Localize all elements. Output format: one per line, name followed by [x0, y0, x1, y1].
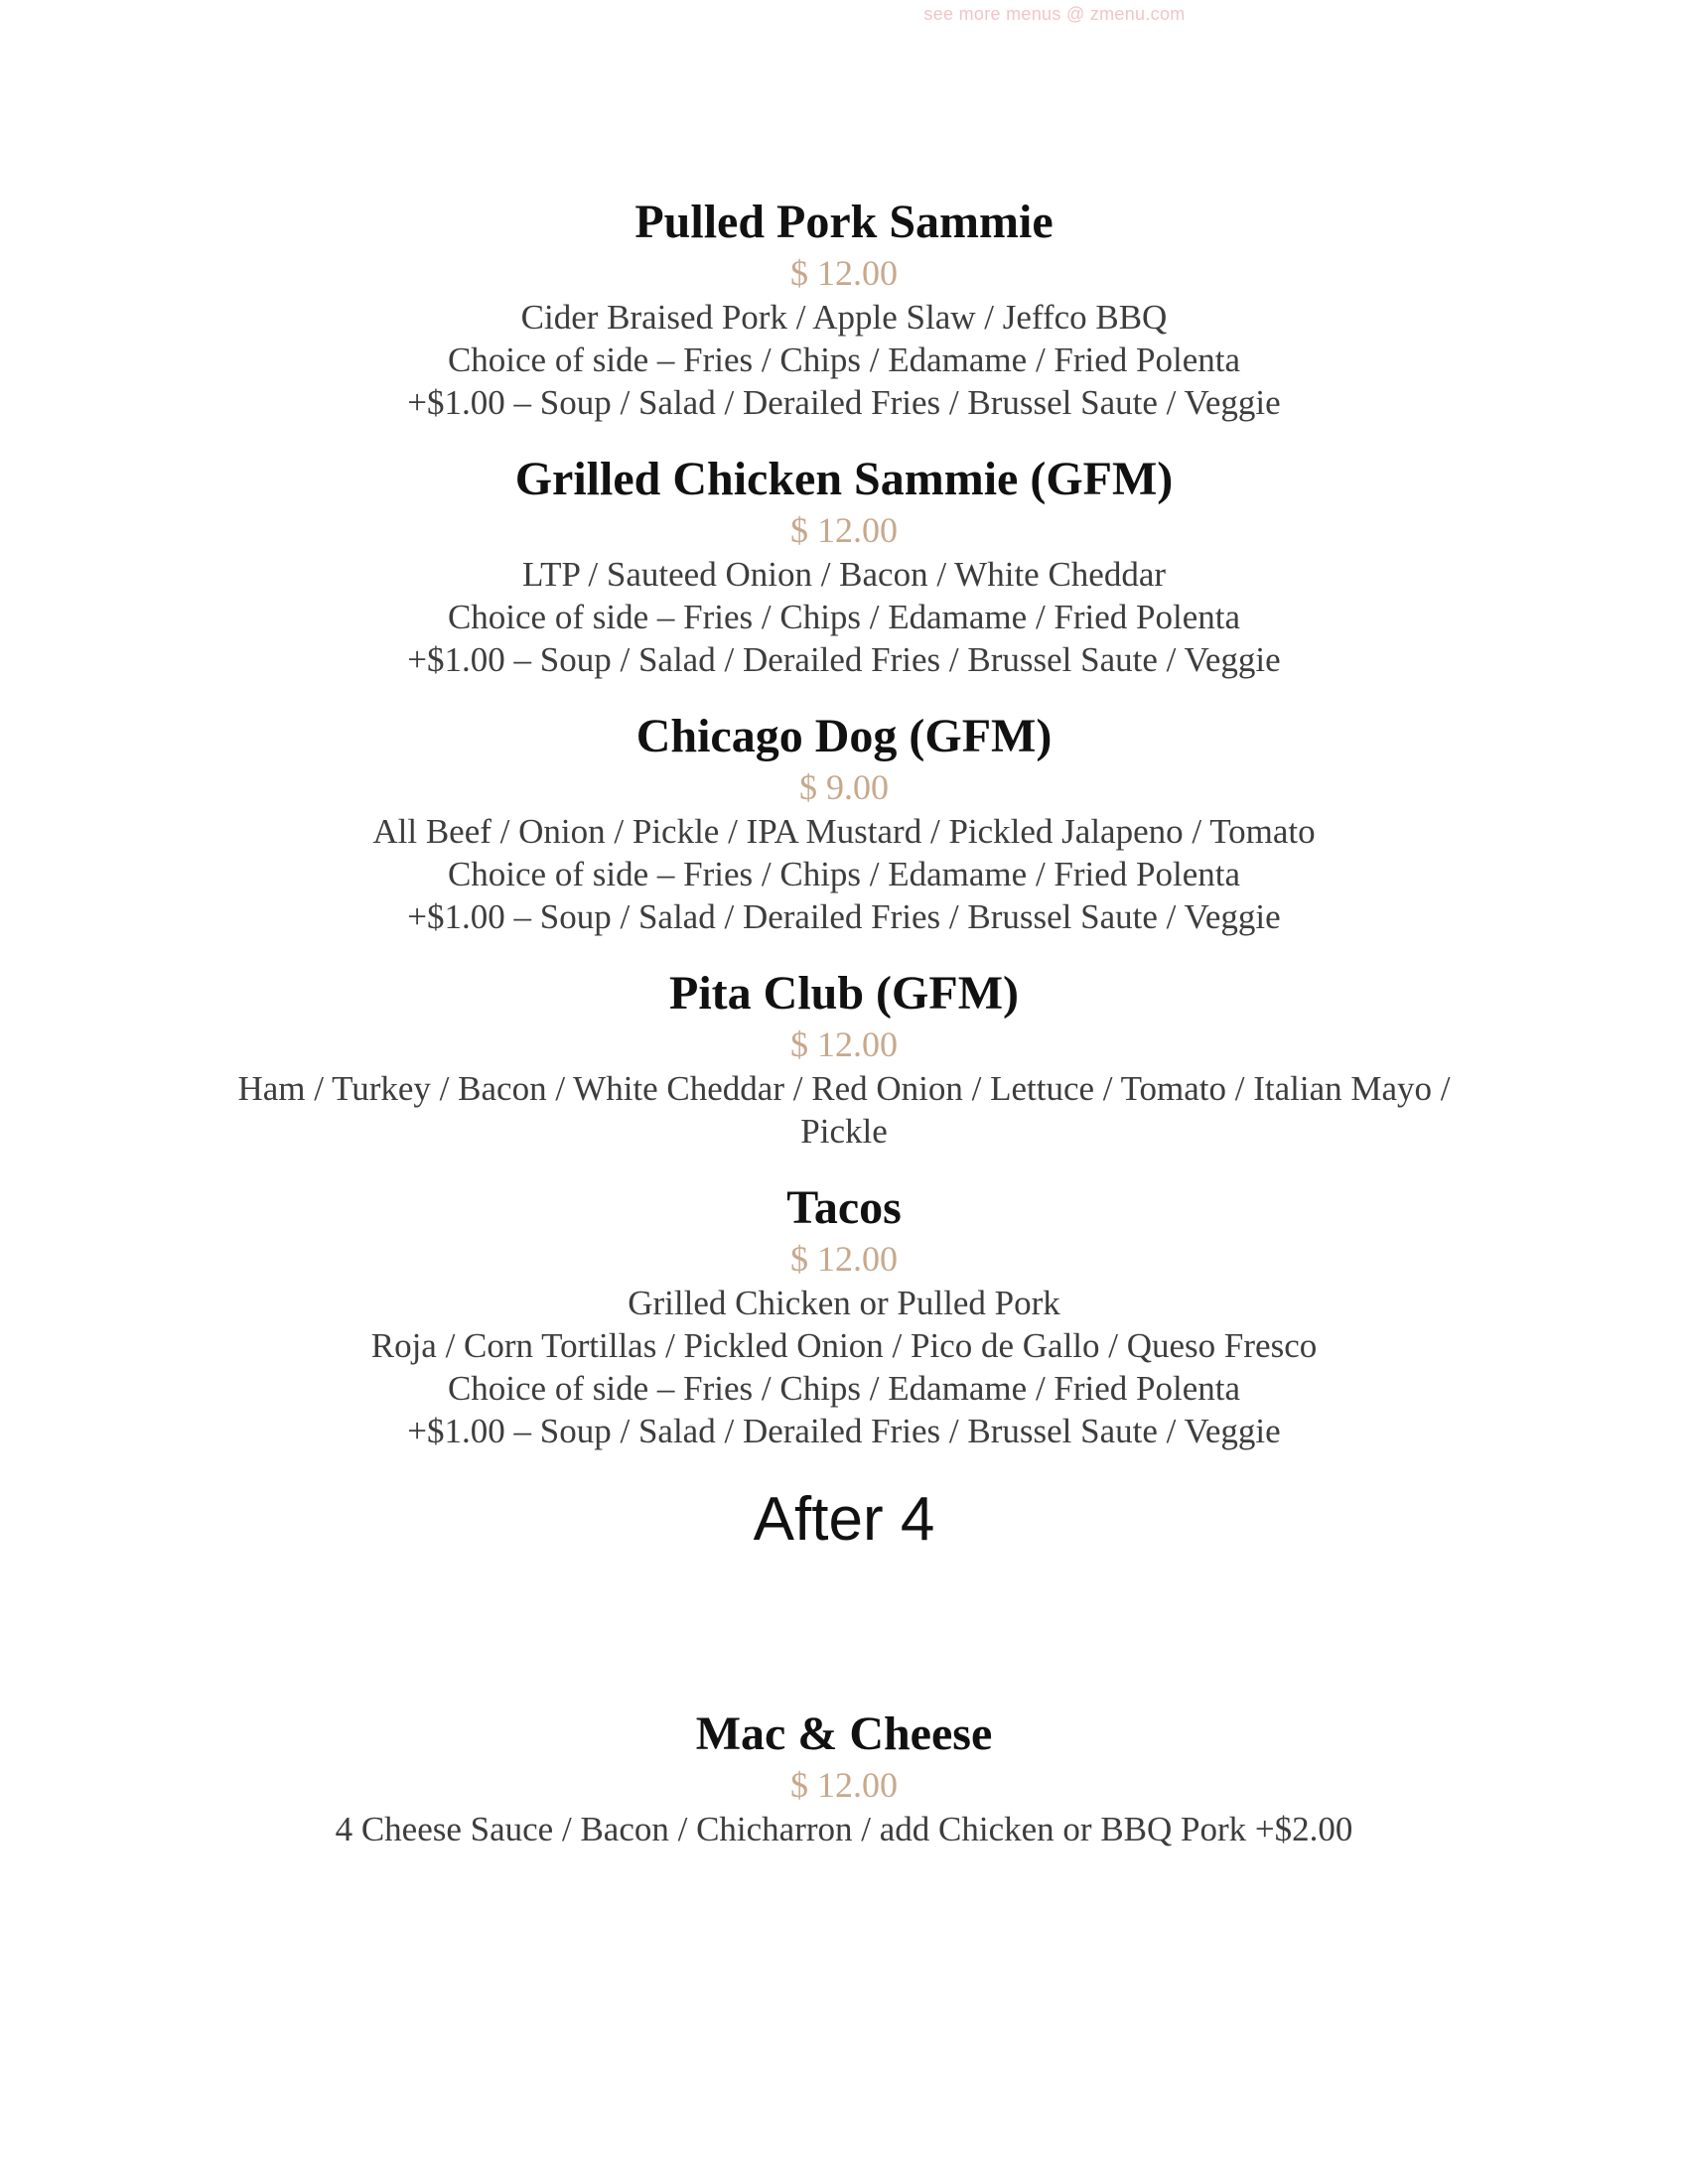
item-description: Ham / Turkey / Bacon / White Cheddar / Red Onion / Lettuce / Tomato / Italian Mayo / Pickle: [237, 1069, 1451, 1151]
item-price: $ 9.00: [799, 767, 889, 807]
item-name: Grilled Chicken Sammie (GFM): [514, 453, 1174, 505]
menu-item-mac-and-cheese: [0, 1706, 1688, 1850]
item-name: Chicago Dog (GFM): [635, 710, 1053, 762]
menu-item-tacos: [0, 1180, 1688, 1452]
item-side-choice: Choice of side – Fries / Chips / Edamame / Fried Polenta: [447, 1369, 1241, 1408]
item-side-upgrade: +$1.00 – Soup / Salad / Derailed Fries / Brussel Saute / Veggie: [407, 1412, 1281, 1450]
item-description: Roja / Corn Tortillas / Pickled Onion / Pico de Gallo / Queso Fresco: [370, 1326, 1318, 1365]
item-name: Tacos: [786, 1181, 902, 1234]
watermark-link[interactable]: see more menus @ zmenu.com: [923, 4, 1186, 24]
item-side-upgrade: +$1.00 – Soup / Salad / Derailed Fries / Brussel Saute / Veggie: [407, 640, 1281, 679]
item-protein-choice: Grilled Chicken or Pulled Pork: [628, 1284, 1060, 1322]
menu-item-grilled-chicken-sammie: [0, 452, 1688, 681]
menu-item-pita-club: [0, 966, 1688, 1153]
item-side-choice: Choice of side – Fries / Chips / Edamame / Fried Polenta: [447, 598, 1241, 636]
menu-item-pulled-pork-sammie: [0, 195, 1688, 424]
item-description: 4 Cheese Sauce / Bacon / Chicharron / add Chicken or BBQ Pork +$2.00: [335, 1810, 1353, 1848]
item-price: $ 12.00: [790, 510, 898, 550]
item-description: LTP / Sauteed Onion / Bacon / White Cheddar: [521, 555, 1167, 594]
item-price: $ 12.00: [790, 1765, 898, 1805]
item-side-choice: Choice of side – Fries / Chips / Edamame / Fried Polenta: [447, 341, 1241, 379]
item-description: All Beef / Onion / Pickle / IPA Mustard / Pickled Jalapeno / Tomato: [372, 812, 1316, 851]
menu: [0, 195, 1688, 1878]
item-price: $ 12.00: [790, 1239, 898, 1279]
section-heading-after-4: After 4: [753, 1485, 935, 1554]
item-side-choice: Choice of side – Fries / Chips / Edamame / Fried Polenta: [447, 855, 1241, 893]
item-side-upgrade: +$1.00 – Soup / Salad / Derailed Fries / Brussel Saute / Veggie: [407, 897, 1281, 936]
item-name: Pulled Pork Sammie: [634, 196, 1054, 248]
item-description: Cider Braised Pork / Apple Slaw / Jeffco BBQ: [520, 298, 1168, 337]
item-price: $ 12.00: [790, 1024, 898, 1064]
item-price: $ 12.00: [790, 253, 898, 293]
menu-item-chicago-dog: [0, 709, 1688, 938]
item-name: Mac & Cheese: [695, 1707, 993, 1760]
item-name: Pita Club (GFM): [669, 967, 1019, 1020]
item-side-upgrade: +$1.00 – Soup / Salad / Derailed Fries / Brussel Saute / Veggie: [407, 383, 1281, 422]
